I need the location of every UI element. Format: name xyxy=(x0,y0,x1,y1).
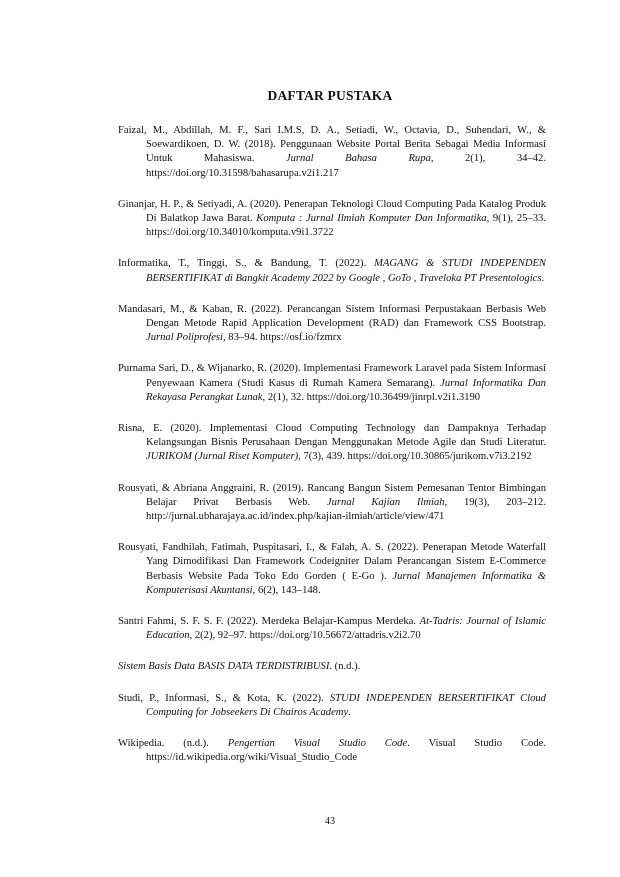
reference-text: Mandasari, M., & Kaban, R. (2022). Perancangan Sistem Informasi Perpustakaan Berbasis Web Dengan Metode Rapid Application Development (RAD) dan Framework CSS Bootstrap. xyxy=(118,303,546,330)
reference-details: , 2(1), 32. https://doi.org/10.36499/jinrpl.v2i1.3190 xyxy=(262,391,481,403)
reference-text: Santri Fahmi, S. F. S. F. (2022). Merdeka Belajar-Kampus Merdeka. xyxy=(118,616,420,628)
reference-text: Risna, E. (2020). Implementasi Cloud Computing Technology dan Dampaknya Terhadap Kelangsungan Bisnis Perusahaan Dengan Menggunakan Metode Agile dan Studi Literatur. xyxy=(118,423,546,449)
reference-source: STUDI INDEPENDEN BERSERTIFIKAT Cloud Computing for Jobseekers Di Chairos Academy xyxy=(146,692,546,718)
reference-source: Pengertian Visual Studio Code xyxy=(227,738,408,750)
reference-text: Wikipedia. (n.d.). xyxy=(118,738,228,750)
reference-source: MAGANG & STUDI INDEPENDEN BERSERTIFIKAT di Bangkit Academy 2022 by Google , GoTo , Traveloka PT Presentologics xyxy=(146,258,547,284)
reference-entry xyxy=(118,303,546,346)
reference-details: , 2(2), 92–97. https://doi.org/10.56672/attadris.v2i2.70 xyxy=(189,630,421,642)
reference-text: Studi, P., Informasi, S., & Kota, K. (2022). xyxy=(118,692,330,704)
reference-details: . xyxy=(348,706,351,718)
reference-details: , 7(3), 439. https://doi.org/10.30865/jurikom.v7i3.2192 xyxy=(298,451,532,463)
reference-entry xyxy=(118,124,546,181)
reference-details: , 19(3), 203–212. http://jurnal.ubharajaya.ac.id/index.php/kajian-ilmiah/article/view/471 xyxy=(146,496,546,523)
reference-entry xyxy=(118,362,546,405)
reference-source: JURIKOM (Jurnal Riset Komputer) xyxy=(146,451,299,463)
reference-source: Jurnal Manajemen Informatika & Komputerisasi Akuntansi xyxy=(146,570,546,596)
reference-source: Jurnal Bahasa Rupa xyxy=(285,153,431,165)
reference-details: , 83–94. https://osf.io/fzmrx xyxy=(223,332,342,344)
reference-details: , 2(1), 34–42. https://doi.org/10.31598/bahasarupa.v2i1.217 xyxy=(146,153,546,179)
reference-entry xyxy=(118,615,546,643)
reference-list xyxy=(118,124,546,783)
reference-source: Jurnal Poliprofesi xyxy=(146,332,223,344)
page-number: 43 xyxy=(325,816,335,827)
reference-text: Rousyati, Fandhilah, Fatimah, Puspitasari, I., & Falah, A. S. (2022). Penerapan Metode Waterfall Yang Dimodifikasi Dan Framework Codeigniter Dalam Perancangan Sistem E-Commerce Berbasis Website Pada Toko Edo Gorden ( E-Go ). xyxy=(118,542,546,582)
reference-text: Rousyati, & Abriana Anggraini, R. (2019). Rancang Bangun Sistem Pemesanan Tentor Bimbingan Belajar Privat Berbasis Web. xyxy=(118,482,546,508)
reference-text: Purnama Sari, D., & Wijanarko, R. (2020). Implementasi Framework Laravel pada Sistem Informasi Penyewaan Kamera (Studi Kasus di Rumah Kamera Semarang). xyxy=(118,363,546,389)
reference-entry xyxy=(118,692,546,720)
reference-text: Ginanjar, H. P., & Setiyadi, A. (2020). Penerapan Teknologi Cloud Computing Pada Katalog Produk Di Balatkop Jawa Barat. xyxy=(118,198,546,225)
reference-text: Informatika, T., Tinggi, S., & Bandung, T. (2022). xyxy=(118,258,375,270)
reference-source: Jurnal Informatika Dan Rekayasa Perangkat Lunak xyxy=(146,377,546,403)
reference-source: Sistem Basis Data BASIS DATA TERDISTRIBUSI xyxy=(118,661,330,673)
reference-entry xyxy=(118,660,546,674)
reference-entry xyxy=(118,482,546,525)
reference-source: At-Tadris: Journal of Islamic Education xyxy=(146,616,547,642)
reference-entry xyxy=(118,422,546,465)
reference-details: , 6(2), 143–148. xyxy=(252,584,321,596)
reference-entry xyxy=(118,541,546,598)
reference-entry xyxy=(118,198,546,241)
reference-details: . Visual Studio Code. https://id.wikipedia.org/wiki/Visual_Studio_Code xyxy=(146,738,546,764)
reference-details: , 9(1), 25–33. https://doi.org/10.34010/komputa.v9i1.3722 xyxy=(146,213,546,239)
reference-entry xyxy=(118,737,546,765)
reference-entry xyxy=(118,257,546,285)
reference-source: Komputa : Jurnal Ilmiah Komputer Dan Informatika xyxy=(256,213,487,225)
page-title: DAFTAR PUSTAKA xyxy=(267,88,393,103)
reference-details: . (n.d.). xyxy=(329,661,361,673)
reference-source: Jurnal Kajian Ilmiah xyxy=(326,496,445,508)
reference-details: . xyxy=(541,272,545,284)
reference-text: Faizal, M., Abdillah, M. F., Sari I.M.S, D. A., Setiadi, W., Octavia, D., Suhendari, W., & Soewardikoen, D. W. (2018). Penggunaan Website Portal Berita Sebagai Media Informasi Untuk Mahasiswa. xyxy=(118,125,546,165)
